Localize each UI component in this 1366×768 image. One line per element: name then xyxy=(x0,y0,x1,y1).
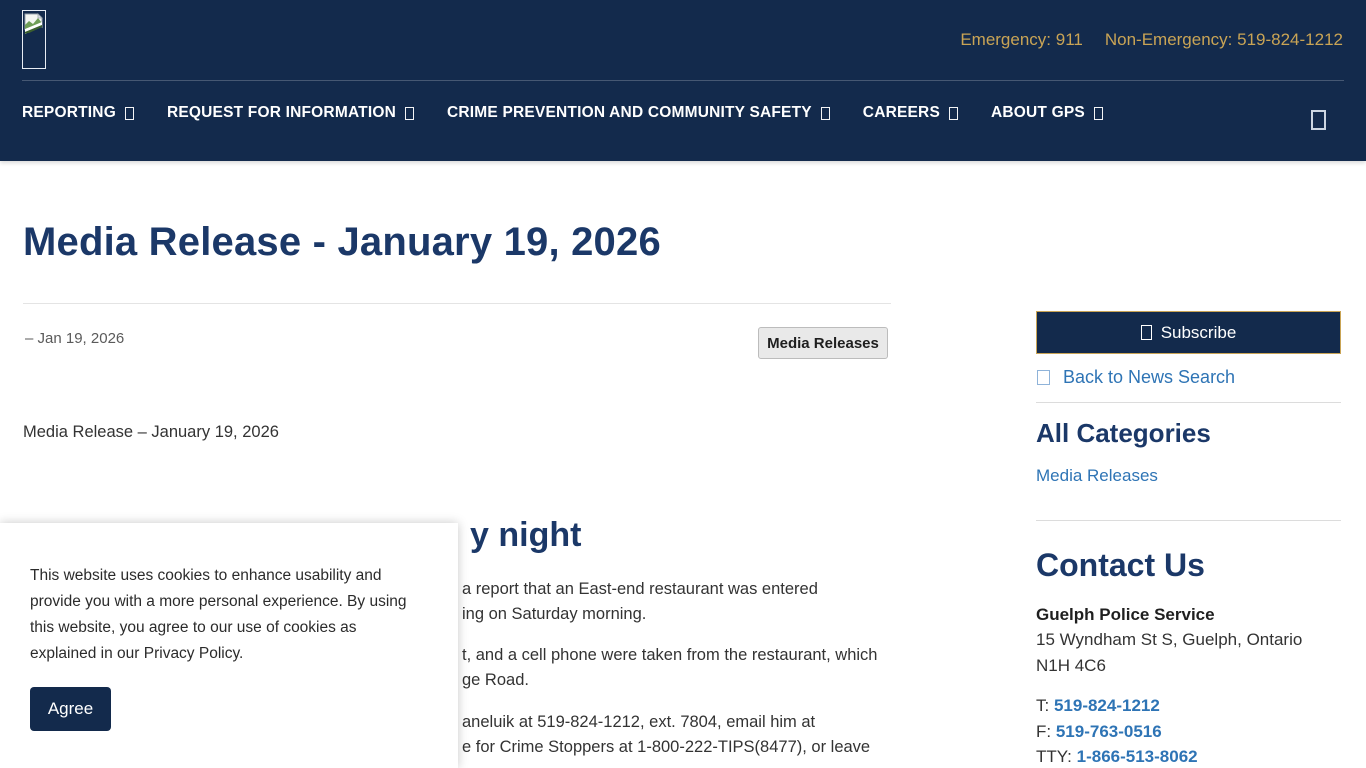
page-title: Media Release - January 19, 2026 xyxy=(23,220,661,264)
fax-link[interactable]: 519-763-0516 xyxy=(1055,722,1162,741)
nav-item-reporting[interactable] xyxy=(22,104,134,122)
article-heading: y night xyxy=(470,516,582,554)
sidebar-divider xyxy=(1036,520,1341,521)
search-icon[interactable] xyxy=(1311,110,1326,130)
chevron-down-icon xyxy=(405,107,414,120)
back-to-news-search-link[interactable] xyxy=(1037,367,1235,388)
tty-link[interactable]: 1-866-513-8062 xyxy=(1076,747,1198,766)
site-logo[interactable] xyxy=(22,10,46,69)
main-nav xyxy=(22,104,1103,122)
nav-item-about-gps[interactable] xyxy=(991,104,1103,122)
contact-tty-row xyxy=(1036,747,1198,767)
contact-phone-row xyxy=(1036,696,1160,716)
cookie-message: This website uses cookies to enhance usability and provide you with a more personal experience. By using this website, you agree to our use of cookies as explained in our Privacy Policy. xyxy=(30,567,407,662)
category-badge[interactable]: Media Releases xyxy=(758,327,888,359)
article-paragraph-line: e for Crime Stoppers at 1-800-222-TIPS(8477), or leave xyxy=(462,738,871,756)
back-arrow-icon xyxy=(1037,370,1050,385)
categories-title: All Categories xyxy=(1036,418,1211,448)
sidebar-divider xyxy=(1036,402,1341,403)
article-paragraph-line: ge Road. xyxy=(462,671,529,689)
cookie-consent-banner xyxy=(0,523,458,768)
chevron-down-icon xyxy=(125,107,134,120)
article-paragraph-line: a report that an East-end restaurant was entered xyxy=(462,580,818,598)
chevron-down-icon xyxy=(821,107,830,120)
article-paragraph-line: aneluik at 519-824-1212, ext. 7804, email him at xyxy=(462,713,816,731)
broken-image-icon xyxy=(24,13,43,34)
emergency-link[interactable]: Emergency: 911 xyxy=(960,30,1083,49)
article-intro: Media Release – January 19, 2026 xyxy=(23,423,279,441)
nav-item-label: ABOUT GPS xyxy=(991,104,1085,121)
header-divider xyxy=(22,80,1344,81)
contact-us-title: Contact Us xyxy=(1036,547,1205,583)
fax-label: F: xyxy=(1036,722,1056,741)
article-paragraph-line: ing on Saturday morning. xyxy=(462,605,647,623)
phone-label: T: xyxy=(1036,696,1054,715)
article-date: – Jan 19, 2026 xyxy=(25,330,125,347)
subscribe-button[interactable] xyxy=(1036,311,1341,354)
contact-org-name: Guelph Police Service xyxy=(1036,605,1215,624)
chevron-down-icon xyxy=(1094,107,1103,120)
contact-fax-row xyxy=(1036,722,1162,742)
nav-item-careers[interactable] xyxy=(863,104,958,122)
site-header xyxy=(0,0,1366,161)
non-emergency-link[interactable]: Non-Emergency: 519-824-1212 xyxy=(1104,30,1343,49)
title-divider xyxy=(23,303,891,304)
subscribe-label: Subscribe xyxy=(1160,322,1237,342)
nav-item-request-for-information[interactable] xyxy=(167,104,414,122)
contact-address-line2: N1H 4C6 xyxy=(1036,656,1106,675)
nav-item-label: CRIME PREVENTION AND COMMUNITY SAFETY xyxy=(447,104,812,121)
category-link-media-releases[interactable]: Media Releases xyxy=(1036,466,1158,485)
back-link-label: Back to News Search xyxy=(1063,367,1236,387)
subscribe-icon xyxy=(1141,325,1152,340)
article-paragraph-line: t, and a cell phone were taken from the restaurant, which xyxy=(462,646,878,664)
nav-item-label: CAREERS xyxy=(862,104,940,121)
phone-link[interactable]: 519-824-1212 xyxy=(1053,696,1160,715)
contact-address-line1: 15 Wyndham St S, Guelph, Ontario xyxy=(1036,630,1303,649)
tty-label: TTY: xyxy=(1036,747,1077,766)
emergency-contact-bar xyxy=(960,30,1343,50)
nav-item-crime-prevention[interactable] xyxy=(447,104,830,122)
nav-item-label: REQUEST FOR INFORMATION xyxy=(166,104,397,121)
chevron-down-icon xyxy=(949,107,958,120)
nav-item-label: REPORTING xyxy=(22,104,116,121)
agree-button[interactable]: Agree xyxy=(30,687,111,731)
